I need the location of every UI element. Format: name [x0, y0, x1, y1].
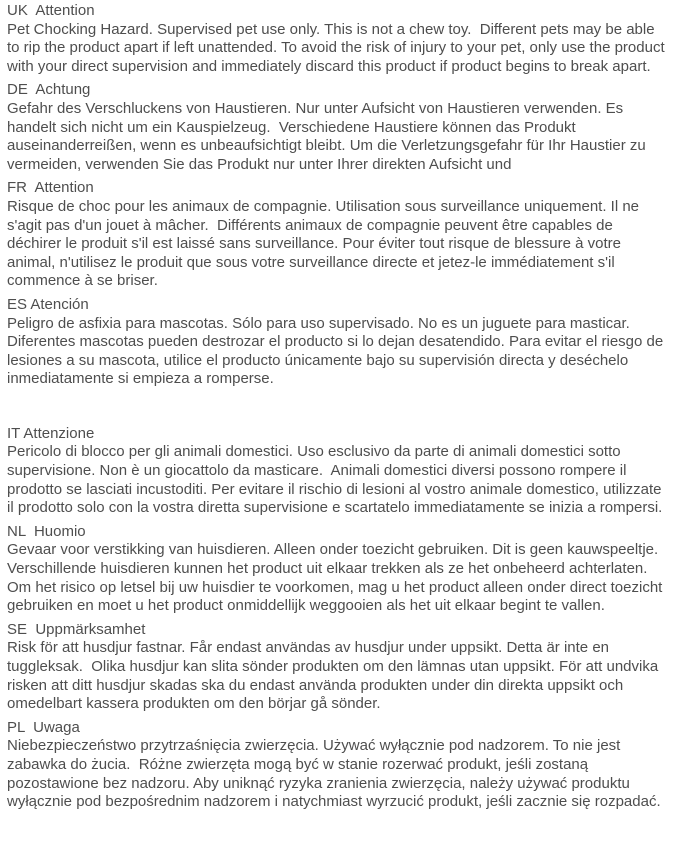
warning-section-nl: [7, 523, 669, 616]
section-body-it: Pericolo di blocco per gli animali domestici. Uso esclusivo da parte di animali domestici sotto supervisione. Non è un giocattolo da masticare. Animali domestici diversi possono rompere il prodotto se lasciati incustoditi. Per evitare il rischio di lesioni al vostro animale domestico, utilizzate il prodotto solo con la vostra diretta supervisione e scartatelo immediatamente se inizia a rompersi.: [7, 443, 666, 517]
warning-section-uk: [7, 2, 669, 76]
section-body-se: Risk för att husdjur fastnar. Får endast användas av husdjur under uppsikt. Detta är inte en tuggleksak. Olika husdjur kan slita sönder produkten om den lämnas utan uppsikt. För att undvika risken att ditt husdjur skadas ska du endast använda produkten under din direkta uppsikt och omedelbart kassera produkten om den börjar gå sönder.: [7, 639, 663, 713]
section-heading-uk: UK Attention: [7, 2, 95, 19]
section-body-fr: Risque de choc pour les animaux de compagnie. Utilisation sous surveillance uniquement. Il ne s'agit pas d'un jouet à mâcher. Différents animaux de compagnie peuvent être capables de déchirer le produit s'il est laissé sans surveillance. Pour éviter tout risque de blessure à votre animal, n'utilisez le produit que sous votre surveillance directe et jetez-le immédiatement s'il commence à se briser.: [7, 197, 644, 290]
section-heading-nl: NL Huomio: [7, 522, 86, 540]
section-heading-se: SE Uppmärksamhet: [7, 620, 146, 638]
warning-section-fr: [7, 179, 669, 291]
warning-section-it: [7, 425, 669, 518]
section-heading-pl: PL Uwaga: [7, 718, 80, 736]
section-body-es: Peligro de asfixia para mascotas. Sólo para uso supervisado. No es un juguete para masticar. Diferentes mascotas pueden destrozar el producto si lo dejan desatendido. Para evitar el riesgo de lesiones a su mascota, utilice el producto únicamente bajo su supervisión directa y deséchelo inmediatamente si empieza a romperse.: [7, 314, 668, 388]
section-heading-de: DE Achtung: [7, 81, 91, 99]
warning-section-de: [7, 81, 669, 174]
section-body-uk: Pet Chocking Hazard. Supervised pet use only. This is not a chew toy. Different pets may be able to rip the product apart if left unattended. To avoid the risk of injury to your pet, only use the product with your direct supervision and immediately discard this product if product begins to break apart.: [7, 20, 669, 75]
section-body-nl: Gevaar voor verstikking van huisdieren. Alleen onder toezicht gebruiken. Dit is geen kauwspeeltje. Verschillende huisdieren kunnen het product uit elkaar trekken als ze het onbeheerd achterlaten. Om het risico op letsel bij uw huisdier te voorkomen, mag u het product alleen onder direct toezicht gebruiken en moet u het product onmiddellijk weggooien als het uit elkaar begint te vallen.: [7, 541, 667, 615]
section-body-de: Gefahr des Verschluckens von Haustieren. Nur unter Aufsicht von Haustieren verwenden. Es handelt sich nicht um ein Kauspielzeug. Verschiedene Haustiere können das Produkt auseinanderreißen, wenn es unbeaufsichtigt bleibt. Um die Verletzungsgefahr für Ihr Haustier zu vermeiden, verwenden Sie das Produkt nur unter Ihrer direkten Aufsicht und: [7, 99, 650, 173]
warning-section-pl: [7, 719, 669, 812]
warning-section-se: [7, 621, 669, 714]
section-heading-es: ES Atención: [7, 295, 89, 313]
section-heading-fr: FR Attention: [7, 179, 94, 197]
section-heading-it: IT Attenzione: [7, 424, 95, 442]
warning-section-es: [7, 296, 669, 389]
section-body-pl: Niebezpieczeństwo przytrzaśnięcia zwierzęcia. Używać wyłącznie pod nadzorem. To nie jest zabawka do żucia. Różne zwierzęta mogą być w stanie rozerwać produkt, jeśli zostaną pozostawione bez nadzoru. Aby uniknąć ryzyka zranienia zwierzęcia, należy używać produktu wyłącznie pod bezpośrednim nadzorem i natychmiast wyrzucić produkt, jeśli zacznie się rozpadać.: [7, 737, 661, 811]
